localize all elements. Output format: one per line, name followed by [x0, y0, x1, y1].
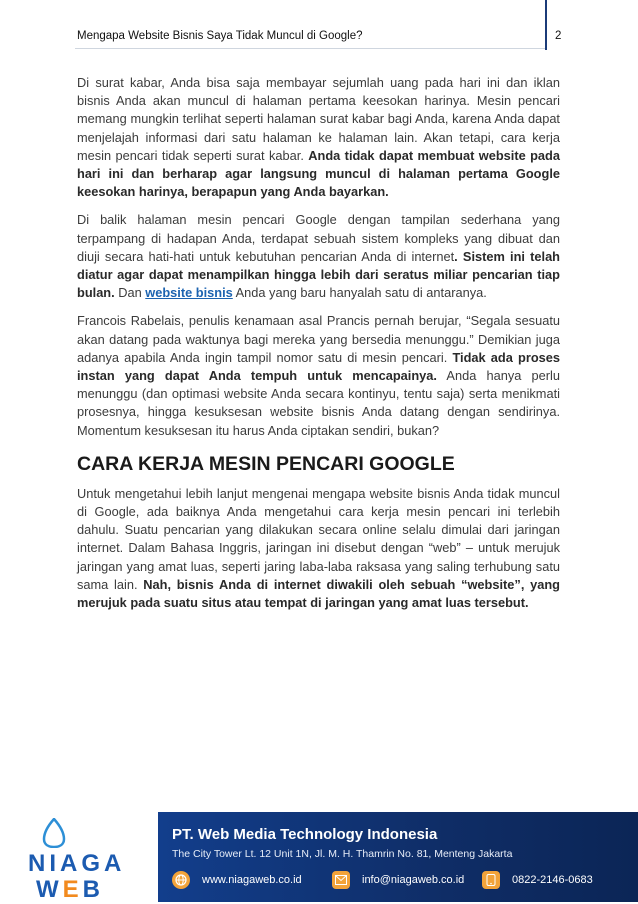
website-url[interactable]: www.niagaweb.co.id: [202, 874, 302, 886]
contact-email[interactable]: [332, 870, 464, 890]
article-body: [77, 74, 560, 622]
section-heading: CARA KERJA MESIN PENCARI GOOGLE: [77, 452, 455, 475]
paragraph-1: [77, 74, 560, 201]
paragraph-2-text: Di balik halaman mesin pencari Google dengan tampilan sederhana yang terpampang di hadapan Anda, terdapat sebuah sistem kompleks yang dibuat dan diuji secara hati-hati untuk kebutuhan pencarian Anda di internet: [77, 212, 560, 264]
paragraph-4-text: Untuk mengetahui lebih lanjut mengenai mengapa website bisnis Anda tidak muncul di Google, ada baiknya Anda mengetahui cara kerja mesin pencari ini terlebih dahulu. Suatu pencarian yang dilakukan secara online selalu dimulai dari jaringan internet. Dalam Bahasa Inggris, jaringan ini disebut dengan “web” – untuk merujuk jaringan yang amat luas, seperti jaring laba-laba raksasa yang saling terhubung satu sama lain.: [77, 485, 560, 592]
logo-letter-b: B: [82, 876, 105, 903]
page-number: 2: [555, 30, 562, 42]
paragraph-4: [77, 485, 560, 612]
mail-icon: [332, 871, 350, 889]
paragraph-2: [77, 211, 560, 302]
niagaweb-logo: [28, 818, 138, 903]
paragraph-3-text: Francois Rabelais, penulis kenamaan asal Prancis pernah berujar, “Segala sesuatu akan datang pada waktunya bagi mereka yang bersedia menunggu.” Demikian juga adanya apabila Anda ingin tampil nomor satu di mesin pencari.: [77, 313, 560, 365]
website-bisnis-link[interactable]: website bisnis: [145, 285, 233, 301]
logo-letter-e: E: [62, 876, 83, 903]
paragraph-2-emphasis: Sistem ini telah diatur agar dapat menampilkan hingga lebih dari seratus miliar pencarian tiap bulan.: [77, 248, 561, 301]
logo-wordmark-bottom: [36, 876, 104, 904]
paragraph-2-connector: Dan: [114, 285, 146, 301]
globe-icon: [172, 871, 190, 889]
header-rule: [75, 48, 546, 49]
flame-icon: [42, 818, 66, 848]
contact-website[interactable]: [172, 870, 302, 890]
logo-letter-w: W: [36, 876, 63, 903]
paragraph-2-period: .: [454, 248, 458, 264]
phone-number[interactable]: 0822-2146-0683: [512, 874, 593, 886]
paragraph-1-text: Di surat kabar, Anda bisa saja membayar sejumlah uang pada hari ini dan iklan bisnis Anda akan muncul di halaman pertama keesokan harinya. Mesin pencari memang mungkin terlihat seperti halaman surat kabar bagi Anda, karena Anda dapat menjelajah informasi dari satu halaman ke halaman lain. Akan tetapi, cara kerja mesin pencari tidak seperti surat kabar.: [77, 75, 560, 163]
paragraph-3-emphasis: Tidak ada proses instan yang dapat Anda tempuh untuk mencapainya.: [77, 349, 560, 384]
paragraph-2-end: Anda yang baru hanyalah satu di antaranya.: [232, 285, 487, 301]
paragraph-4-emphasis: Nah, bisnis Anda di internet diwakili oleh sebuah “website”, yang merujuk pada suatu situs atau tempat di jaringan yang amat luas tersebut.: [77, 576, 560, 611]
logo-wordmark-top: NIAGA: [28, 850, 126, 877]
paragraph-3-end: Anda hanya perlu menunggu (dan optimasi website Anda secara kontinyu, tentu saja) serta menikmati prosesnya, hingga kesuksesan website bisnis Anda datang dengan sendirinya. Momentum kesuksesan itu harus Anda ciptakan sendiri, bukan?: [77, 368, 560, 438]
header-divider: [545, 0, 547, 50]
company-address: The City Tower Lt. 12 Unit 1N, Jl. M. H. Thamrin No. 81, Menteng Jakarta: [172, 848, 513, 860]
email-address[interactable]: info@niagaweb.co.id: [362, 874, 465, 886]
company-name: PT. Web Media Technology Indonesia: [172, 826, 438, 843]
document-title: Mengapa Website Bisnis Saya Tidak Muncul di Google?: [77, 30, 363, 42]
paragraph-1-emphasis: Anda tidak dapat membuat website pada hari ini dan berharap agar langsung muncul di halaman pertama Google keesokan harinya, berapapun yang Anda bayarkan.: [77, 147, 560, 200]
phone-icon: [482, 871, 500, 889]
paragraph-3: [77, 312, 560, 439]
contact-phone[interactable]: [482, 870, 593, 890]
